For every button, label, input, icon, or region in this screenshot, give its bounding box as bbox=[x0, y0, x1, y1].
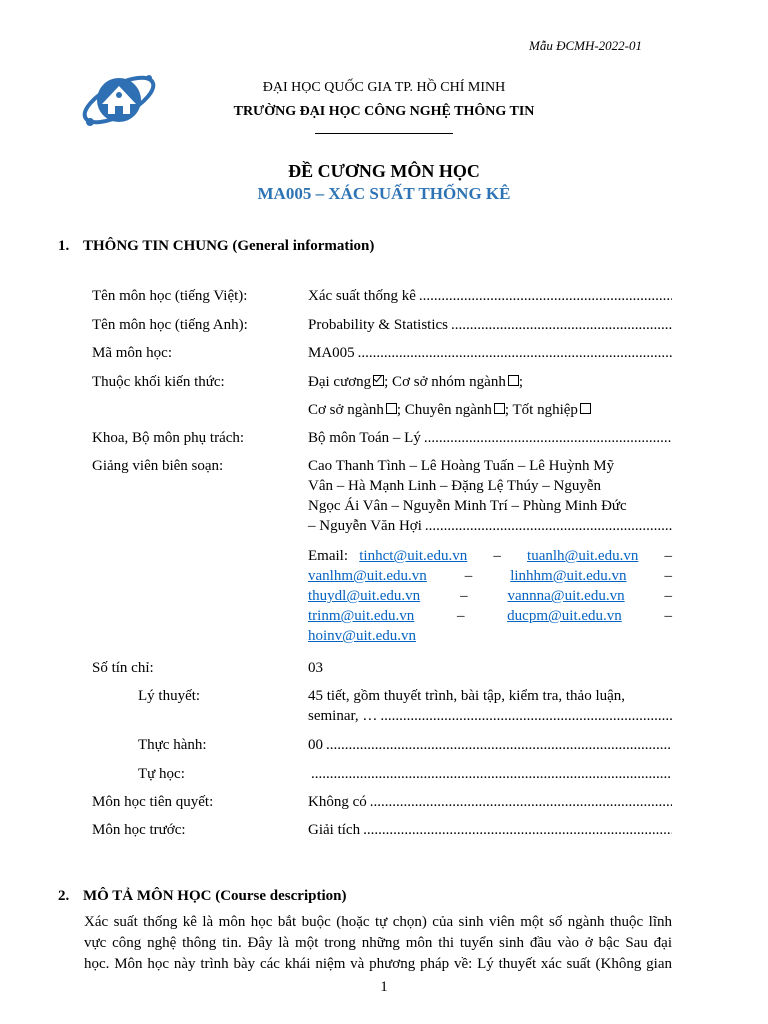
dot-leader bbox=[326, 735, 672, 755]
dot-leader bbox=[419, 286, 672, 306]
school-name: TRƯỜNG ĐẠI HỌC CÔNG NGHỆ THÔNG TIN bbox=[233, 104, 535, 119]
description-line: học. Môn học này trình bày các khái niệm và phương pháp về: Lý thuyết xác suất (Không gian bbox=[84, 956, 672, 972]
email-line bbox=[308, 546, 672, 566]
description-line: Xác suất thống kê là môn học bắt buộc (hoặc tự chọn) của sinh viên một số ngành thuộc lĩnh bbox=[84, 914, 672, 930]
credits-label: Số tín chỉ: bbox=[92, 660, 154, 676]
section-2-heading bbox=[58, 888, 346, 905]
lecturers-line: Ngọc Ái Vân – Nguyễn Minh Trí – Phùng Minh Đức bbox=[308, 498, 627, 514]
section-1-heading bbox=[58, 238, 374, 255]
practice-value: 00 bbox=[308, 737, 323, 753]
email-separator: – bbox=[664, 568, 672, 584]
page-number: 1 bbox=[380, 979, 388, 995]
email-line bbox=[308, 606, 672, 626]
self-study-label: Tự học: bbox=[138, 766, 185, 782]
prior-course-label: Môn học trước: bbox=[92, 822, 186, 838]
email-link[interactable]: hoinv@uit.edu.vn bbox=[308, 628, 416, 644]
email-link[interactable]: vannna@uit.edu.vn bbox=[507, 588, 625, 604]
prerequisite-value: Không có bbox=[308, 794, 367, 810]
email-label: Email: bbox=[308, 548, 348, 564]
checkbox-graduation[interactable] bbox=[580, 403, 591, 414]
checkbox-foundation-group[interactable] bbox=[508, 375, 519, 386]
email-line bbox=[308, 586, 672, 606]
lecturers-label: Giảng viên biên soạn: bbox=[92, 458, 224, 474]
block-foundation-group: ; Cơ sở nhóm ngành bbox=[384, 374, 506, 390]
course-code-label: Mã môn học: bbox=[92, 345, 172, 361]
lecturers-line: Vân – Hà Mạnh Linh – Đặng Lệ Thúy – Nguyễn bbox=[308, 478, 601, 494]
section-2-number: 2. bbox=[58, 888, 70, 904]
form-code: Mẫu ĐCMH-2022-01 bbox=[528, 38, 642, 53]
block-specialized: ; Chuyên ngành bbox=[396, 402, 492, 418]
checkbox-specialized[interactable] bbox=[494, 403, 505, 414]
university-logo bbox=[78, 64, 160, 136]
section-1-title: THÔNG TIN CHUNG (General information) bbox=[83, 238, 375, 254]
name-en-value: Probability & Statistics bbox=[308, 317, 449, 333]
email-link[interactable]: vanlhm@uit.edu.vn bbox=[308, 568, 427, 584]
course-code-value: MA005 bbox=[308, 345, 355, 361]
email-line bbox=[308, 626, 672, 646]
name-vi-label: Tên môn học (tiếng Việt): bbox=[92, 288, 248, 304]
prerequisite-label: Môn học tiên quyết: bbox=[92, 794, 214, 810]
dot-leader bbox=[311, 764, 672, 784]
knowledge-block-label: Thuộc khối kiến thức: bbox=[92, 374, 225, 390]
email-separator: – bbox=[464, 568, 473, 584]
lecturers-line: Cao Thanh Tình – Lê Hoàng Tuấn – Lê Huỳnh Mỹ bbox=[308, 458, 615, 474]
email-separator: – bbox=[664, 548, 672, 564]
block-general: Đại cương bbox=[308, 374, 372, 390]
email-link[interactable]: thuydl@uit.edu.vn bbox=[308, 588, 421, 604]
header-divider bbox=[315, 133, 453, 134]
name-en-label: Tên môn học (tiếng Anh): bbox=[92, 317, 248, 333]
dot-leader bbox=[370, 792, 672, 812]
dot-leader bbox=[380, 706, 672, 726]
email-separator: – bbox=[456, 608, 465, 624]
dot-leader bbox=[358, 343, 672, 363]
email-separator: – bbox=[664, 608, 672, 624]
email-line bbox=[308, 566, 672, 586]
department-value: Bộ môn Toán – Lý bbox=[308, 430, 421, 446]
credits-value: 03 bbox=[308, 660, 323, 676]
checkbox-foundation-major[interactable] bbox=[386, 403, 397, 414]
dot-leader bbox=[424, 428, 672, 448]
email-link[interactable]: tuanlh@uit.edu.vn bbox=[527, 548, 639, 564]
dot-leader bbox=[425, 516, 672, 536]
email-link[interactable]: tinhct@uit.edu.vn bbox=[359, 548, 468, 564]
dot-leader bbox=[451, 315, 672, 335]
theory-label: Lý thuyết: bbox=[138, 688, 201, 704]
department-label: Khoa, Bộ môn phụ trách: bbox=[92, 430, 245, 446]
university-name: ĐẠI HỌC QUỐC GIA TP. HỒ CHÍ MINH bbox=[262, 80, 506, 95]
checkbox-general-checked[interactable] bbox=[373, 375, 384, 386]
dot-leader bbox=[363, 820, 672, 840]
practice-label: Thực hành: bbox=[138, 737, 207, 753]
block-foundation-major: Cơ sở ngành bbox=[308, 402, 384, 418]
lecturers-line: – Nguyễn Văn Hợi bbox=[308, 518, 422, 534]
email-link[interactable]: ducpm@uit.edu.vn bbox=[507, 608, 622, 624]
theory-line: 45 tiết, gồm thuyết trình, bài tập, kiểm tra, thảo luận, bbox=[308, 688, 626, 704]
email-separator: – bbox=[460, 588, 468, 604]
prior-course-value: Giải tích bbox=[308, 822, 361, 838]
email-link[interactable]: trinm@uit.edu.vn bbox=[308, 608, 415, 624]
block-graduation: ; Tốt nghiệp bbox=[504, 402, 578, 418]
course-title: MA005 – XÁC SUẤT THỐNG KÊ bbox=[257, 184, 511, 203]
section-1-number: 1. bbox=[58, 238, 70, 254]
email-separator: – bbox=[493, 548, 501, 564]
description-line: vực công nghệ thông tin. Đây là một trong những môn thi tuyển sinh đầu vào ở bậc Sau đại bbox=[84, 935, 672, 951]
course-description bbox=[84, 912, 672, 975]
document-title: ĐỀ CƯƠNG MÔN HỌC bbox=[288, 161, 480, 181]
section-2-title: MÔ TẢ MÔN HỌC (Course description) bbox=[83, 888, 347, 904]
theory-line: seminar, … bbox=[308, 708, 378, 724]
name-vi-value: Xác suất thống kê bbox=[308, 288, 416, 304]
email-separator: – bbox=[664, 588, 672, 604]
email-link[interactable]: linhhm@uit.edu.vn bbox=[510, 568, 627, 584]
